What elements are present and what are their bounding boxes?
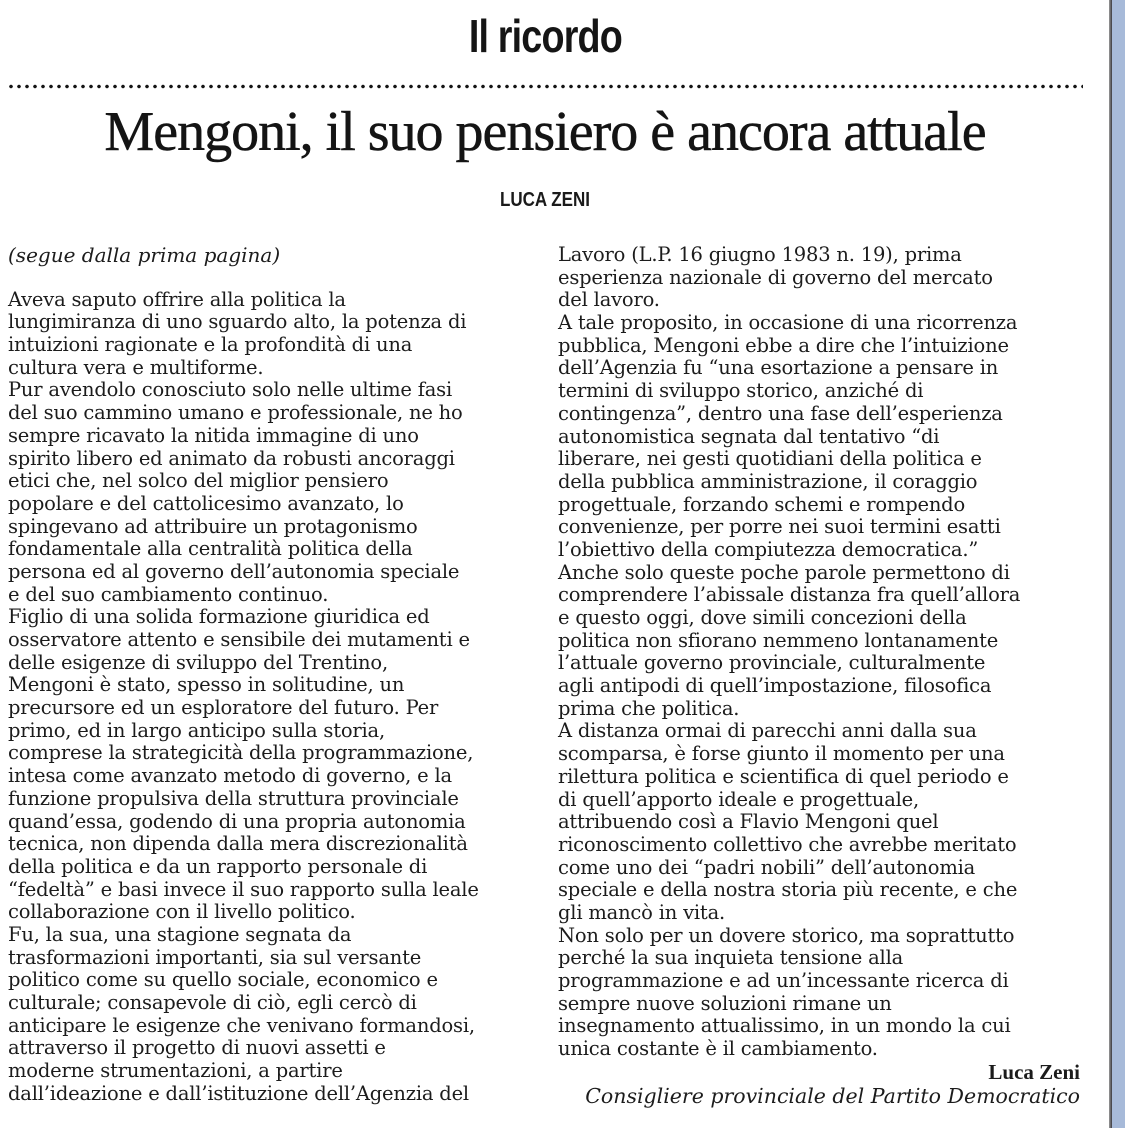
text-line: scomparsa, è forse giunto il momento per una: [558, 742, 1005, 766]
article-column-left: [8, 244, 538, 1105]
text-line: unica costante è il cambiamento.: [558, 1037, 878, 1061]
text-line: quand’essa, godendo di una propria autonomia: [8, 809, 466, 833]
text-line: dall’ideazione e dall’istituzione dell’Agenzia del: [8, 1081, 469, 1105]
adjacent-page-strip: [1112, 0, 1125, 1128]
text-line: gli mancò in vita.: [558, 900, 725, 924]
dotted-rule: [7, 84, 1083, 89]
text-line: autonomistica segnata dal tentativo “di: [558, 424, 940, 448]
text-line: fondamentale alla centralità politica della: [8, 537, 413, 561]
text-line: cultura vera e multiforme.: [8, 355, 264, 379]
text-line: intesa come avanzato metodo di governo, e la: [8, 764, 452, 788]
text-line: moderne strumentazioni, a partire: [8, 1059, 343, 1083]
text-line: trasformazioni importanti, sia sul versante: [8, 945, 422, 969]
text-line: politica non sfiorano nemmeno lontanamente: [558, 628, 999, 652]
text-line: Lavoro (L.P. 16 giugno 1983 n. 19), prima: [558, 243, 962, 266]
text-line: liberare, nei gesti quotidiani della politica e: [558, 447, 982, 471]
section-kicker: Il ricordo: [468, 10, 622, 62]
text-line: precursore ed un esploratore del futuro. Per: [8, 696, 439, 720]
text-line: delle esigenze di sviluppo del Trentino,: [8, 650, 388, 674]
article-column-right: [558, 244, 1082, 1108]
text-line: attribuendo così a Flavio Mengoni quel: [558, 810, 939, 834]
text-line: anticipare le esigenze che venivano formandosi,: [8, 1013, 475, 1037]
text-line: popolare e del cattolicesimo avanzato, lo: [8, 491, 404, 515]
text-line: progettuale, forzando schemi e rompendo: [558, 492, 966, 516]
text-line: insegnamento attualissimo, in un mondo la cui: [558, 1014, 1011, 1038]
text-line: culturale; consapevole di ciò, egli cercò di: [8, 991, 417, 1015]
text-line: comprese la strategicità della programmazione,: [8, 741, 474, 765]
text-line: Pur avendolo conosciuto solo nelle ultime fasi: [8, 378, 453, 402]
kicker-wrap: [0, 8, 1090, 64]
text-line: di quell’apporto ideale e progettuale,: [558, 787, 919, 811]
text-line: prima che politica.: [558, 696, 740, 720]
text-line: A tale proposito, in occasione di una ricorrenza: [558, 311, 1018, 335]
text-line: programmazione e ad un’incessante ricerca di: [558, 969, 1009, 992]
text-line: intuizioni ragionate e la profondità di una: [8, 333, 413, 357]
text-line: Anche solo queste poche parole permettono di: [558, 560, 1010, 584]
text-line: della pubblica amministrazione, il coraggio: [558, 469, 978, 493]
continuation-note: (segue dalla prima pagina): [8, 243, 281, 267]
text-line: l’attuale governo provinciale, culturalmente: [558, 651, 986, 675]
text-line: agli antipodi di quell’impostazione, filosofica: [558, 674, 992, 698]
text-line: pubblica, Mengoni ebbe a dire che l’intuizione: [558, 333, 1009, 357]
text-line: funzione propulsiva della struttura provinciale: [8, 786, 459, 810]
text-line: perché la sua inquieta tensione alla: [558, 946, 904, 970]
text-line: termini di sviluppo storico, anziché di: [558, 379, 924, 403]
text-line: etici che, nel solco del miglior pensiero: [8, 469, 389, 493]
text-line: osservatore attento e sensibile dei mutamenti e: [8, 628, 470, 652]
text-line: “fedeltà” e basi invece il suo rapporto sulla leale: [8, 877, 479, 901]
text-line: del suo cammino umano e professionale, ne ho: [8, 401, 463, 425]
signature-name: Luca Zeni: [988, 1059, 1080, 1084]
signature-role: Consigliere provinciale del Partito Democratico: [585, 1083, 1080, 1108]
byline-wrap: [0, 188, 1090, 212]
text-line: tecnica, non dipenda dalla mera discrezionalità: [8, 832, 468, 856]
text-line: comprendere l’abissale distanza fra quell’allora: [558, 583, 1021, 607]
text-line: spingevano ad attribuire un protagonismo: [8, 514, 418, 538]
text-line: rilettura politica e scientifica di quel periodo e: [558, 764, 1009, 788]
text-line: dell’Agenzia fu “una esortazione a pensare in: [558, 356, 999, 380]
text-line: Figlio di una solida formazione giuridica ed: [8, 605, 430, 629]
text-line: attraverso il progetto di nuovi assetti e: [8, 1036, 386, 1060]
article-headline: Mengoni, il suo pensiero è ancora attuale: [104, 101, 986, 163]
author-byline: LUCA ZENI: [499, 189, 591, 211]
text-line: riconoscimento collettivo che avrebbe meritato: [558, 832, 1017, 856]
text-line: Non solo per un dovere storico, ma soprattutto: [558, 923, 1015, 947]
text-line: speciale e della nostra storia più recente, e che: [558, 878, 1018, 902]
text-line: sempre ricavato la nitida immagine di uno: [8, 423, 419, 447]
text-line: l’obiettivo della compiutezza democratica.”: [558, 537, 979, 561]
left-column-body: [8, 289, 538, 1106]
text-line: persona ed al governo dell’autonomia speciale: [8, 559, 460, 583]
text-line: politico come su quello sociale, economico e: [8, 968, 438, 992]
text-line: spirito libero ed animato da robusti ancoraggi: [8, 446, 455, 470]
text-line: contingenza”, dentro una fase dell’esperienza: [558, 401, 1003, 425]
text-line: lungimiranza di uno sguardo alto, la potenza di: [8, 310, 467, 334]
text-line: della politica e da un rapporto personale di: [8, 854, 428, 878]
text-line: come uno dei “padri nobili” dell’autonomia: [558, 855, 976, 879]
text-line: sempre nuove soluzioni rimane un: [558, 991, 892, 1015]
text-line: Aveva saputo offrire alla politica la: [8, 287, 346, 311]
text-line: Fu, la sua, una stagione segnata da: [8, 922, 352, 946]
text-line: e del suo cambiamento continuo.: [8, 582, 329, 606]
text-line: esperienza nazionale di governo del mercato: [558, 265, 993, 289]
text-line: convenienze, per porre nei suoi termini esatti: [558, 515, 1001, 539]
text-line: A distanza ormai di parecchi anni dalla sua: [558, 719, 977, 743]
right-column-body: [558, 244, 1082, 1061]
text-line: del lavoro.: [558, 288, 660, 312]
text-line: collaborazione con il livello politico.: [8, 900, 356, 924]
text-line: primo, ed in largo anticipo sulla storia,: [8, 718, 385, 742]
text-line: e questo oggi, dove simili concezioni della: [558, 606, 967, 629]
text-line: Mengoni è stato, spesso in solitudine, un: [8, 673, 405, 697]
